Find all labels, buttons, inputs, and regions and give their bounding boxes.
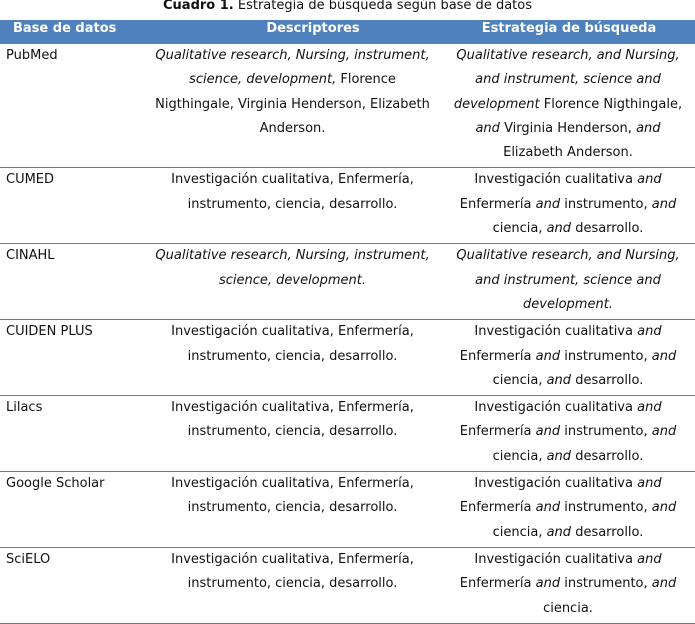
italic-text: and [637,551,662,567]
italic-text: and [637,400,662,416]
cell-descriptors [133,472,443,548]
cell-database: Lilacs [0,396,133,472]
table-row [0,472,695,548]
italic-text: Qualitative research, Nursing, instrument, science, development, [155,48,430,88]
text: Investigación cualitativa, Enfermería, instrumento, ciencia, desarrollo. [171,551,414,592]
italic-text: and [637,172,662,188]
italic-text: and [535,500,561,516]
table-header-row [0,20,695,44]
text: Enfermería [459,348,536,364]
italic-text: and [475,120,500,136]
table-row [0,168,695,244]
text: ciencia, [492,524,547,540]
header-strategy: Estrategia de búsqueda [481,21,657,36]
italic-text: and [636,120,661,136]
cell-descriptors [133,244,443,320]
cell-descriptors [133,547,443,623]
italic-text: and [651,500,677,516]
cell-database: CUIDEN PLUS [0,320,133,396]
italic-text: and [651,348,677,364]
cell-descriptors [133,320,443,396]
text: Investigación cualitativa [474,551,638,567]
table-caption [0,0,695,20]
text: Investigación cualitativa, Enfermería, instrumento, ciencia, desarrollo. [171,172,414,212]
text: ciencia, [492,372,547,388]
cell-descriptors [133,168,443,244]
text: Florence Nigthingale, Virginia Henderson, Elizabeth Anderson. [155,72,430,136]
table-row [0,547,695,623]
text: desarrollo. [571,448,644,464]
text: Investigación cualitativa, Enfermería, instrumento, ciencia, desarrollo. [171,476,414,516]
caption-text: Estrategia de búsqueda según base de datos [233,0,532,13]
text: Investigación cualitativa [474,172,638,188]
italic-text: and [637,476,662,492]
search-strategy-table [0,20,695,624]
cell-strategy [443,168,695,244]
italic-text: and [637,324,662,340]
text: Enfermería [459,196,536,212]
italic-text: and [535,196,561,212]
text: desarrollo. [571,372,644,388]
cell-database: CINAHL [0,244,133,320]
cell-strategy [443,320,695,396]
table-row [0,396,695,472]
caption-label: Cuadro 1. [163,0,234,13]
text: instrumento, [560,576,652,592]
italic-text: Qualitative research, and Nursing, and instrument, science and development. [456,248,680,312]
text: Investigación cualitativa, Enfermería, instrumento, ciencia, desarrollo. [171,400,414,440]
text: ciencia, [492,221,547,237]
italic-text: and [546,448,572,464]
cell-strategy [443,547,695,623]
italic-text: Qualitative research, and Nursing, and instrument, science and development [453,48,680,112]
cell-database: SciELO [0,547,133,623]
text: Florence Nigthingale, [539,96,683,112]
italic-text: and [535,576,561,592]
cell-strategy [443,44,695,168]
cell-strategy [443,472,695,548]
italic-text: and [535,348,561,364]
cell-descriptors [133,396,443,472]
italic-text: and [651,576,677,592]
cell-database: PubMed [0,44,133,168]
cell-descriptors [133,44,443,168]
table-row [0,44,695,168]
table-row [0,244,695,320]
italic-text: and [535,424,561,440]
text: Investigación cualitativa, Enfermería, instrumento, ciencia, desarrollo. [171,324,414,364]
text: Investigación cualitativa [474,400,638,416]
cell-strategy [443,244,695,320]
text: Investigación cualitativa [474,324,638,340]
text: instrumento, [560,500,652,516]
table-row [0,320,695,396]
text: instrumento, [560,196,652,212]
cell-database: CUMED [0,168,133,244]
text: desarrollo. [571,524,644,540]
italic-text: and [651,424,677,440]
text: desarrollo. [571,221,644,237]
text: Elizabeth Anderson. [503,145,633,161]
italic-text: and [546,372,572,388]
italic-text: Qualitative research, Nursing, instrument, science, development. [155,248,430,288]
text: Enfermería [459,576,536,592]
header-descriptors: Descriptores [266,21,360,36]
text: instrumento, [560,348,652,364]
text: Enfermería [459,500,536,516]
text: Investigación cualitativa [474,476,638,492]
cell-strategy [443,396,695,472]
cell-database: Google Scholar [0,472,133,548]
italic-text: and [546,221,572,237]
italic-text: and [651,196,677,212]
header-database: Base de datos [13,21,117,36]
text: Virginia Henderson, [499,120,637,136]
text: Enfermería [459,424,536,440]
text: ciencia. [543,600,593,616]
italic-text: and [546,524,572,540]
text: instrumento, [560,424,652,440]
text: ciencia, [492,448,547,464]
